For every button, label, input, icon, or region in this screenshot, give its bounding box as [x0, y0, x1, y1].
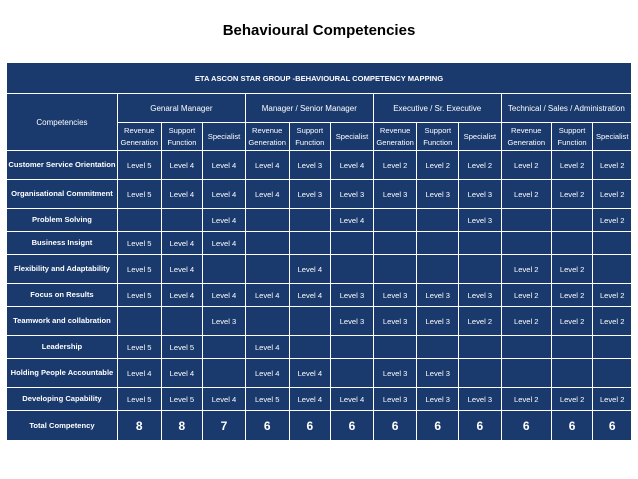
level-cell: Level 2 [551, 307, 593, 336]
level-cell: Level 4 [203, 151, 246, 180]
level-cell [245, 255, 289, 284]
level-cell: Level 4 [245, 151, 289, 180]
level-cell [459, 336, 502, 359]
level-cell [551, 209, 593, 232]
subheader-specialist: Specialist [459, 123, 502, 151]
level-cell: Level 2 [551, 388, 593, 411]
level-cell [161, 307, 203, 336]
level-cell: Level 4 [117, 359, 161, 388]
table-title: ETA ASCON STAR GROUP -BEHAVIOURAL COMPETENCY MAPPING [7, 63, 632, 94]
level-cell [203, 336, 246, 359]
level-cell: Level 2 [417, 151, 459, 180]
level-cell: Level 2 [593, 284, 632, 307]
level-cell [593, 359, 632, 388]
competency-label: Teamwork and collabration [7, 307, 118, 336]
total-cell: 8 [117, 411, 161, 441]
level-cell: Level 3 [331, 284, 374, 307]
level-cell: Level 2 [373, 151, 417, 180]
level-cell: Level 3 [417, 180, 459, 209]
total-label: Total Competency [7, 411, 118, 441]
level-cell: Level 4 [161, 232, 203, 255]
level-cell [289, 232, 331, 255]
level-cell: Level 4 [289, 255, 331, 284]
level-cell: Level 4 [331, 209, 374, 232]
level-cell [501, 232, 551, 255]
total-cell: 6 [417, 411, 459, 441]
group-header-executive: Executive / Sr. Executive [373, 94, 501, 123]
level-cell: Level 3 [417, 388, 459, 411]
level-cell [417, 255, 459, 284]
level-cell [373, 209, 417, 232]
level-cell: Level 4 [245, 284, 289, 307]
level-cell: Level 2 [459, 151, 502, 180]
competency-label: Organisational Commitment [7, 180, 118, 209]
level-cell: Level 3 [289, 151, 331, 180]
total-cell: 6 [289, 411, 331, 441]
level-cell: Level 4 [161, 180, 203, 209]
competency-label: Customer Service Orientation [7, 151, 118, 180]
level-cell: Level 4 [203, 388, 246, 411]
level-cell: Level 2 [551, 151, 593, 180]
level-cell [501, 359, 551, 388]
level-cell [501, 336, 551, 359]
level-cell [289, 209, 331, 232]
level-cell: Level 2 [593, 388, 632, 411]
level-cell [501, 209, 551, 232]
level-cell: Level 4 [203, 232, 246, 255]
level-cell: Level 5 [117, 284, 161, 307]
level-cell [331, 336, 374, 359]
total-row [7, 411, 632, 441]
table-row [7, 180, 632, 209]
level-cell [593, 336, 632, 359]
level-cell: Level 3 [417, 359, 459, 388]
level-cell: Level 2 [501, 284, 551, 307]
level-cell: Level 4 [203, 209, 246, 232]
table-row [7, 307, 632, 336]
level-cell [551, 232, 593, 255]
level-cell: Level 4 [203, 180, 246, 209]
level-cell [459, 232, 502, 255]
total-cell: 6 [501, 411, 551, 441]
page-title: Behavioural Competencies [222, 22, 416, 39]
level-cell [289, 336, 331, 359]
level-cell: Level 5 [117, 255, 161, 284]
level-cell: Level 4 [161, 255, 203, 284]
level-cell [117, 307, 161, 336]
table-row [7, 336, 632, 359]
subheader-revenue-generation: Revenue Generation [373, 123, 417, 151]
level-cell [593, 255, 632, 284]
level-cell: Level 3 [373, 180, 417, 209]
competency-label: Holding People Accountable [7, 359, 118, 388]
subheader-specialist: Specialist [203, 123, 246, 151]
level-cell [551, 336, 593, 359]
level-cell [117, 209, 161, 232]
level-cell: Level 2 [459, 307, 502, 336]
level-cell [203, 255, 246, 284]
level-cell [161, 209, 203, 232]
level-cell: Level 5 [117, 151, 161, 180]
group-header-technical: Technical / Sales / Administration [501, 94, 631, 123]
level-cell [551, 359, 593, 388]
level-cell [245, 232, 289, 255]
level-cell: Level 5 [117, 180, 161, 209]
level-cell: Level 3 [203, 307, 246, 336]
level-cell: Level 2 [551, 180, 593, 209]
level-cell [331, 255, 374, 284]
level-cell: Level 3 [289, 180, 331, 209]
competencies-header: Competencies [7, 94, 118, 151]
subheader-revenue-generation: Revenue Generation [501, 123, 551, 151]
group-header-manager: Manager / Senior Manager [245, 94, 373, 123]
level-cell [373, 232, 417, 255]
group-header-general-manager: Genaral Manager [117, 94, 245, 123]
level-cell: Level 3 [331, 180, 374, 209]
level-cell: Level 4 [245, 359, 289, 388]
total-cell: 8 [161, 411, 203, 441]
total-cell: 6 [373, 411, 417, 441]
level-cell: Level 4 [289, 284, 331, 307]
subheader-support-function: Support Function [289, 123, 331, 151]
level-cell: Level 4 [161, 284, 203, 307]
level-cell [289, 307, 331, 336]
level-cell: Level 4 [331, 151, 374, 180]
level-cell: Level 4 [203, 284, 246, 307]
level-cell [331, 232, 374, 255]
total-cell: 6 [459, 411, 502, 441]
level-cell [245, 209, 289, 232]
level-cell: Level 5 [161, 388, 203, 411]
level-cell [245, 307, 289, 336]
competency-label: Problem Solving [7, 209, 118, 232]
level-cell: Level 2 [593, 209, 632, 232]
level-cell: Level 2 [501, 388, 551, 411]
subheader-support-function: Support Function [161, 123, 203, 151]
table-row [7, 388, 632, 411]
subheader-revenue-generation: Revenue Generation [117, 123, 161, 151]
level-cell: Level 3 [331, 307, 374, 336]
level-cell: Level 2 [501, 180, 551, 209]
level-cell: Level 4 [161, 359, 203, 388]
level-cell: Level 3 [373, 359, 417, 388]
total-cell: 7 [203, 411, 246, 441]
level-cell: Level 4 [161, 151, 203, 180]
level-cell: Level 3 [417, 307, 459, 336]
competency-table [6, 62, 632, 441]
level-cell: Level 2 [501, 255, 551, 284]
level-cell: Level 2 [593, 151, 632, 180]
level-cell: Level 2 [551, 284, 593, 307]
level-cell: Level 4 [289, 359, 331, 388]
table-row [7, 359, 632, 388]
level-cell: Level 3 [459, 284, 502, 307]
level-cell: Level 2 [593, 307, 632, 336]
level-cell [373, 336, 417, 359]
table-row [7, 209, 632, 232]
competency-label: Business Insignt [7, 232, 118, 255]
level-cell: Level 5 [117, 388, 161, 411]
level-cell: Level 3 [373, 388, 417, 411]
level-cell [203, 359, 246, 388]
level-cell: Level 3 [459, 388, 502, 411]
level-cell: Level 4 [331, 388, 374, 411]
level-cell [373, 255, 417, 284]
level-cell: Level 2 [593, 180, 632, 209]
level-cell: Level 3 [459, 209, 502, 232]
level-cell [417, 336, 459, 359]
level-cell: Level 3 [459, 180, 502, 209]
competency-label: Flexibility and Adaptability [7, 255, 118, 284]
level-cell: Level 3 [373, 284, 417, 307]
table-row [7, 255, 632, 284]
level-cell [593, 232, 632, 255]
total-cell: 6 [331, 411, 374, 441]
level-cell: Level 4 [289, 388, 331, 411]
level-cell [331, 359, 374, 388]
total-cell: 6 [593, 411, 632, 441]
competency-label: Developing Capability [7, 388, 118, 411]
level-cell: Level 2 [501, 307, 551, 336]
level-cell [459, 359, 502, 388]
level-cell: Level 2 [501, 151, 551, 180]
level-cell: Level 4 [245, 336, 289, 359]
level-cell [459, 255, 502, 284]
table-row [7, 232, 632, 255]
total-cell: 6 [245, 411, 289, 441]
competency-label: Focus on Results [7, 284, 118, 307]
table-row [7, 284, 632, 307]
subheader-support-function: Support Function [551, 123, 593, 151]
level-cell [417, 232, 459, 255]
level-cell: Level 4 [245, 180, 289, 209]
table-row [7, 151, 632, 180]
total-cell: 6 [551, 411, 593, 441]
competency-label: Leadership [7, 336, 118, 359]
level-cell: Level 2 [551, 255, 593, 284]
level-cell: Level 5 [161, 336, 203, 359]
subheader-specialist: Specialist [331, 123, 374, 151]
level-cell: Level 5 [117, 336, 161, 359]
level-cell: Level 5 [245, 388, 289, 411]
level-cell: Level 3 [373, 307, 417, 336]
level-cell: Level 3 [417, 284, 459, 307]
level-cell: Level 5 [117, 232, 161, 255]
level-cell [417, 209, 459, 232]
subheader-revenue-generation: Revenue Generation [245, 123, 289, 151]
subheader-specialist: Specialist [593, 123, 632, 151]
subheader-support-function: Support Function [417, 123, 459, 151]
